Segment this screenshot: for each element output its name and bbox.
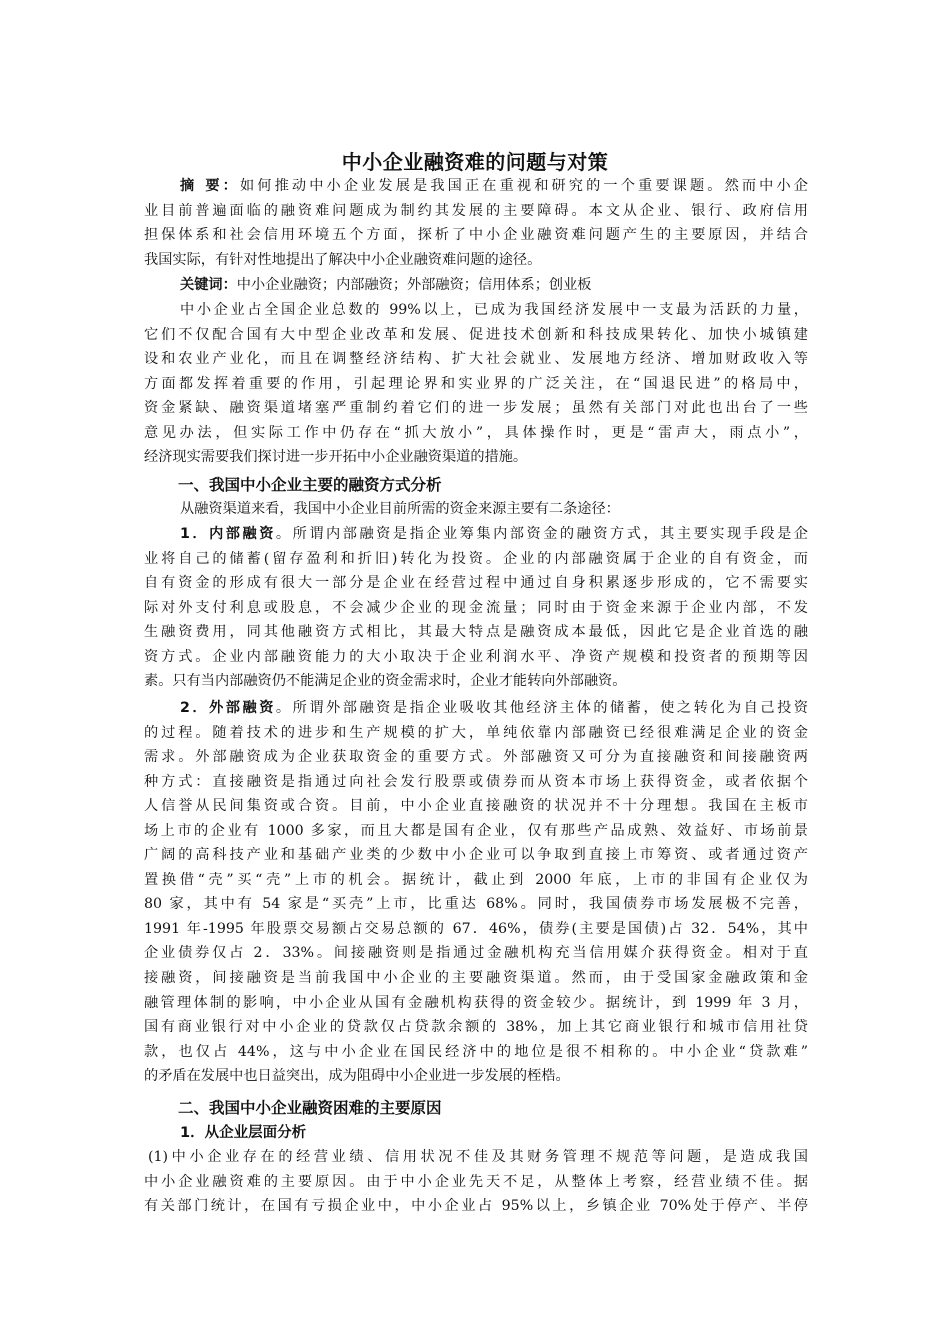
external-label: 2．外部融资 bbox=[180, 700, 276, 716]
keywords-label: 关键词： bbox=[180, 277, 237, 293]
section2-heading: 二、我国中小企业融资困难的主要原因 bbox=[178, 1099, 442, 1117]
abstract-line: 担保体系和社会信用环境五个方面，探析了中小企业融资难问题产生的主要原因，并结合 bbox=[144, 227, 808, 244]
abstract-paragraph bbox=[144, 174, 808, 272]
external-line: 种方式：直接融资是指通过向社会发行股票或债券而从资本市场上获得资金，或者依据个 bbox=[144, 773, 808, 790]
external-line: 国有商业银行对中小企业的贷款仅占贷款余额的 38%，加上其它商业银行和城市信用社贷 bbox=[144, 1019, 808, 1036]
section1-heading: 一、我国中小企业主要的融资方式分析 bbox=[178, 476, 442, 494]
keywords-text: 中小企业融资；内部融资；外部融资；信用体系；创业板 bbox=[236, 277, 592, 293]
internal-label: 1．内部融资 bbox=[180, 526, 276, 542]
intro-line: 资金紧缺、融资渠道堵塞严重制约着它们的进一步发展；虽然有关部门对此也出台了一些 bbox=[144, 400, 808, 417]
abstract-line: 我国实际，有针对性地提出了解决中小企业融资难问题的途径。 bbox=[144, 251, 542, 268]
keywords-paragraph bbox=[144, 273, 808, 298]
section2-paragraph bbox=[144, 1145, 808, 1219]
external-line: 接融资，间接融资是当前我国中小企业的主要融资渠道。然而，由于受国家金融政策和金 bbox=[144, 970, 808, 987]
external-line: 人信誉从民间集资或合资。目前，中小企业直接融资的状况并不十分理想。我国在主板市 bbox=[144, 798, 808, 815]
intro-line: 方面都发挥着重要的作用，引起理论界和实业界的广泛关注，在“国退民进”的格局中， bbox=[144, 375, 808, 392]
abstract-label: 摘 要： bbox=[180, 178, 240, 194]
internal-line: 1．内部融资。所谓内部融资是指企业筹集内部资金的融资方式，其主要实现手段是企 bbox=[180, 526, 808, 542]
internal-financing-paragraph bbox=[144, 522, 808, 694]
external-line: 款，也仅占 44%，这与中小企业在国民经济中的地位是很不相称的。中小企业“贷款难” bbox=[144, 1043, 808, 1060]
section2-subheading: 1．从企业层面分析 bbox=[180, 1125, 307, 1141]
keywords-line bbox=[144, 273, 808, 298]
external-line: 广阔的高科技产业和基础产业类的少数中小企业可以争取到直接上市筹资、或者通过资产 bbox=[144, 847, 808, 864]
external-line: 1991 年-1995 年股票交易额占交易总额的 67．46%，债券(主要是国债)占 32．54%，其中 bbox=[144, 920, 808, 937]
intro-paragraph bbox=[144, 298, 808, 470]
section1-lead-line: 从融资渠道来看，我国中小企业目前所需的资金来源主要有二条途径： bbox=[180, 501, 620, 517]
external-line: 融管理体制的影响，中小企业从国有金融机构获得的资金较少。据统计，到 1999 年 3 月， bbox=[144, 994, 808, 1011]
external-financing-paragraph bbox=[144, 696, 808, 1089]
section2-line: (1)中小企业存在的经营业绩、信用状况不佳及其财务管理不规范等问题，是造成我国 bbox=[148, 1149, 808, 1165]
internal-line: 生融资费用，同其他融资方式相比，其最大特点是融资成本最低，因此它是企业首选的融 bbox=[144, 624, 808, 641]
internal-line: 业将自己的储蓄(留存盈利和折旧)转化为投资。企业的内部融资属于企业的自有资金，而 bbox=[144, 550, 808, 567]
intro-line: 意见办法，但实际工作中仍存在“抓大放小”，具体操作时，更是“雷声大，雨点小”， bbox=[144, 424, 808, 441]
document-title: 中小企业融资难的问题与对策 bbox=[341, 150, 609, 174]
internal-line: 自有资金的形成有很大一部分是企业在经营过程中通过自身积累逐步形成的，它不需要实 bbox=[144, 575, 808, 592]
intro-line: 设和农业产业化，而且在调整经济结构、扩大社会就业、发展地方经济、增加财政收入等 bbox=[144, 351, 808, 368]
external-line: 企业债券仅占 2．33%。间接融资则是指通过金融机构充当信用媒介获得资金。相对于直 bbox=[144, 945, 808, 962]
section1-lead bbox=[144, 497, 808, 522]
intro-line: 它们不仅配合国有大中型企业改革和发展、促进技术创新和科技成果转化、加快小城镇建 bbox=[144, 326, 808, 343]
section2-line: 中小企业融资难的主要原因。由于中小企业先天不足，从整体上考察，经营业绩不佳。据 bbox=[144, 1173, 808, 1190]
abstract-line: 业目前普遍面临的融资难问题成为制约其发展的主要障碍。本文从企业、银行、政府信用 bbox=[144, 202, 808, 219]
intro-line: 中小企业占全国企业总数的 99%以上，已成为我国经济发展中一支最为活跃的力量， bbox=[180, 302, 808, 318]
external-line: 的矛盾在发展中也日益突出，成为阻碍中小企业进一步发展的桎梏。 bbox=[144, 1068, 570, 1085]
internal-line: 际对外支付利息或股息，不会减少企业的现金流量；同时由于资金来源于企业内部，不发 bbox=[144, 599, 808, 616]
external-line: 的过程。随着技术的进步和生产规模的扩大，单纯依靠内部融资已经很难满足企业的资金 bbox=[144, 724, 808, 741]
abstract-line: 摘 要：如何推动中小企业发展是我国正在重视和研究的一个重要课题。然而中小企 bbox=[180, 178, 808, 194]
internal-line: 素。只有当内部融资仍不能满足企业的资金需求时，企业才能转向外部融资。 bbox=[144, 673, 627, 690]
section2-line: 有关部门统计，在国有亏损企业中，中小企业占 95%以上，乡镇企业 70%处于停产、半停 bbox=[144, 1198, 808, 1215]
external-line: 需求。外部融资成为企业获取资金的重要方式。外部融资又可分为直接融资和间接融资两 bbox=[144, 749, 808, 766]
internal-line: 资方式。企业内部融资能力的大小取决于企业利润水平、净资产规模和投资者的预期等因 bbox=[144, 648, 808, 665]
external-line: 场上市的企业有 1000 多家，而且大都是国有企业，仅有那些产品成熟、效益好、市场前景 bbox=[144, 822, 808, 839]
external-line: 置换借“壳”买“壳”上市的机会。据统计，截止到 2000 年底，上市的非国有企业仅为 bbox=[144, 871, 808, 888]
external-line: 80 家，其中有 54 家是“买壳”上市，比重达 68%。同时，我国债券市场发展极不完善， bbox=[144, 896, 808, 913]
external-line: 2．外部融资。所谓外部融资是指企业吸收其他经济主体的储蓄，使之转化为自己投资 bbox=[180, 700, 808, 716]
intro-line: 经济现实需要我们探讨进一步开拓中小企业融资渠道的措施。 bbox=[144, 449, 528, 466]
